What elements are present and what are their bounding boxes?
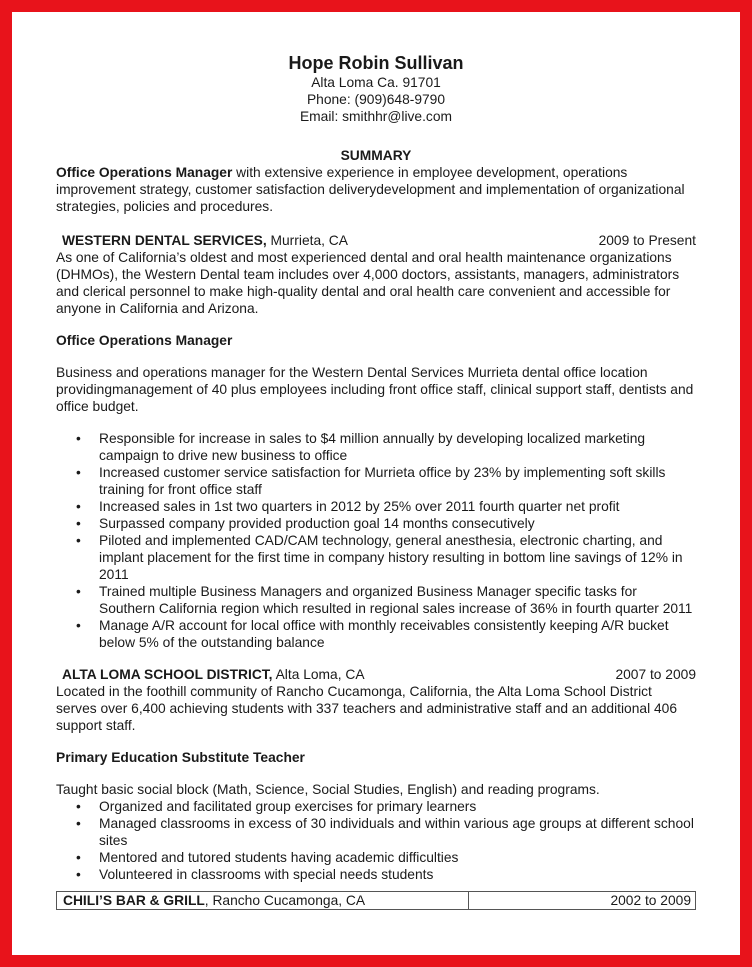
job2-role-summary: Taught basic social block (Math, Science, Social Studies, English) and reading programs.: [56, 782, 600, 797]
job3-header: [56, 891, 696, 910]
list-item: • Increased customer service satisfaction for Murrieta office by 23% by implementing soft skills training for front office staff: [76, 465, 666, 497]
list-item: • Organized and facilitated group exercises for primary learners: [76, 799, 477, 814]
bullet-icon: •: [76, 850, 81, 865]
bullet-icon: •: [76, 799, 81, 814]
job1-title: Office Operations Manager: [56, 333, 233, 348]
list-item: • Manage A/R account for local office with monthly receivables consistently keeping A/R bucket below 5% of the outstanding balance: [76, 618, 669, 650]
job1-header: [56, 232, 696, 249]
list-item: • Increased sales in 1st two quarters in 2012 by 25% over 2011 fourth quarter net profit: [76, 499, 620, 514]
summary-lead: Office Operations Manager: [56, 165, 233, 180]
bullet-icon: •: [76, 816, 81, 831]
candidate-name: Hope Robin Sullivan: [288, 53, 464, 73]
list-item: • Responsible for increase in sales to $4 million annually by developing localized marketing campaign to drive new business to office: [76, 431, 646, 463]
job2-title: Primary Education Substitute Teacher: [56, 750, 305, 765]
list-item: • Volunteered in classrooms with special needs students: [76, 867, 434, 882]
job3-location: , Rancho Cucamonga, CA: [204, 893, 366, 908]
job3-dates: 2002 to 2009: [610, 893, 691, 908]
job2-description: Located in the foothill community of Rancho Cucamonga, California, the Alta Loma School District serves over 6,400 achieving students with 337 teachers and administrative staff and an additional 406 support staff.: [56, 684, 677, 733]
summary-text: with extensive experience in employee development, operations improvement strategy, customer satisfaction deliverydevelopment and implementation of organizational strategies, policies and procedures.: [56, 165, 685, 214]
job3-employer: CHILI’S BAR & GRILL: [63, 893, 205, 908]
job2-dates: 2007 to 2009: [615, 667, 696, 682]
job2-location: Alta Loma, CA: [272, 667, 365, 682]
list-item: • Managed classrooms in excess of 30 individuals and within various age groups at different school sites: [76, 816, 694, 848]
bullet-icon: •: [76, 533, 81, 548]
phone: Phone: (909)648-9790: [306, 92, 446, 107]
job2-employer: ALTA LOMA SCHOOL DISTRICT,: [62, 667, 273, 682]
summary-paragraph: [56, 164, 696, 215]
address: Alta Loma Ca. 91701: [311, 75, 441, 90]
list-item: • Surpassed company provided production goal 14 months consecutively: [76, 516, 535, 531]
list-item: • Mentored and tutored students having academic difficulties: [76, 850, 459, 865]
job1-role-summary: Business and operations manager for the Western Dental Services Murrieta dental office location providingmanagement of 40 plus employees including front office staff, clinical support staff, dentists and office budget.: [56, 365, 694, 414]
job1-bullets: [56, 430, 696, 651]
list-item: • Trained multiple Business Managers and organized Business Manager specific tasks for Southern California region which resulted in regional sales increase of 36% in fourth quarter 2011: [76, 584, 693, 616]
list-item: • Piloted and implemented CAD/CAM technology, general anesthesia, electronic charting, and implant placement for the first time in company history resulting in bottom line savings of 12% in 2011: [76, 533, 683, 582]
email: Email: smithhr@live.com: [299, 109, 452, 124]
bullet-icon: •: [76, 584, 81, 599]
bullet-icon: •: [76, 618, 81, 633]
bullet-icon: •: [76, 499, 81, 514]
job1-employer: WESTERN DENTAL SERVICES,: [62, 233, 267, 248]
summary-heading: SUMMARY: [340, 148, 412, 163]
job1-location: Murrieta, CA: [266, 233, 348, 248]
job1-dates: 2009 to Present: [598, 233, 696, 248]
bullet-icon: •: [76, 867, 81, 882]
job1-description: As one of California’s oldest and most experienced dental and oral health maintenance organizations (DHMOs), the Western Dental team includes over 4,000 doctors, assistants, managers, administrators and clerical personnel to make high-quality dental and oral health care convenient and accessible for anyone in California and Arizona.: [56, 250, 680, 316]
job2-header: [56, 666, 696, 683]
bullet-icon: •: [76, 465, 81, 480]
resume-document: [56, 52, 696, 910]
bullet-icon: •: [76, 431, 81, 446]
job2-bullets: [56, 798, 696, 883]
bullet-icon: •: [76, 516, 81, 531]
